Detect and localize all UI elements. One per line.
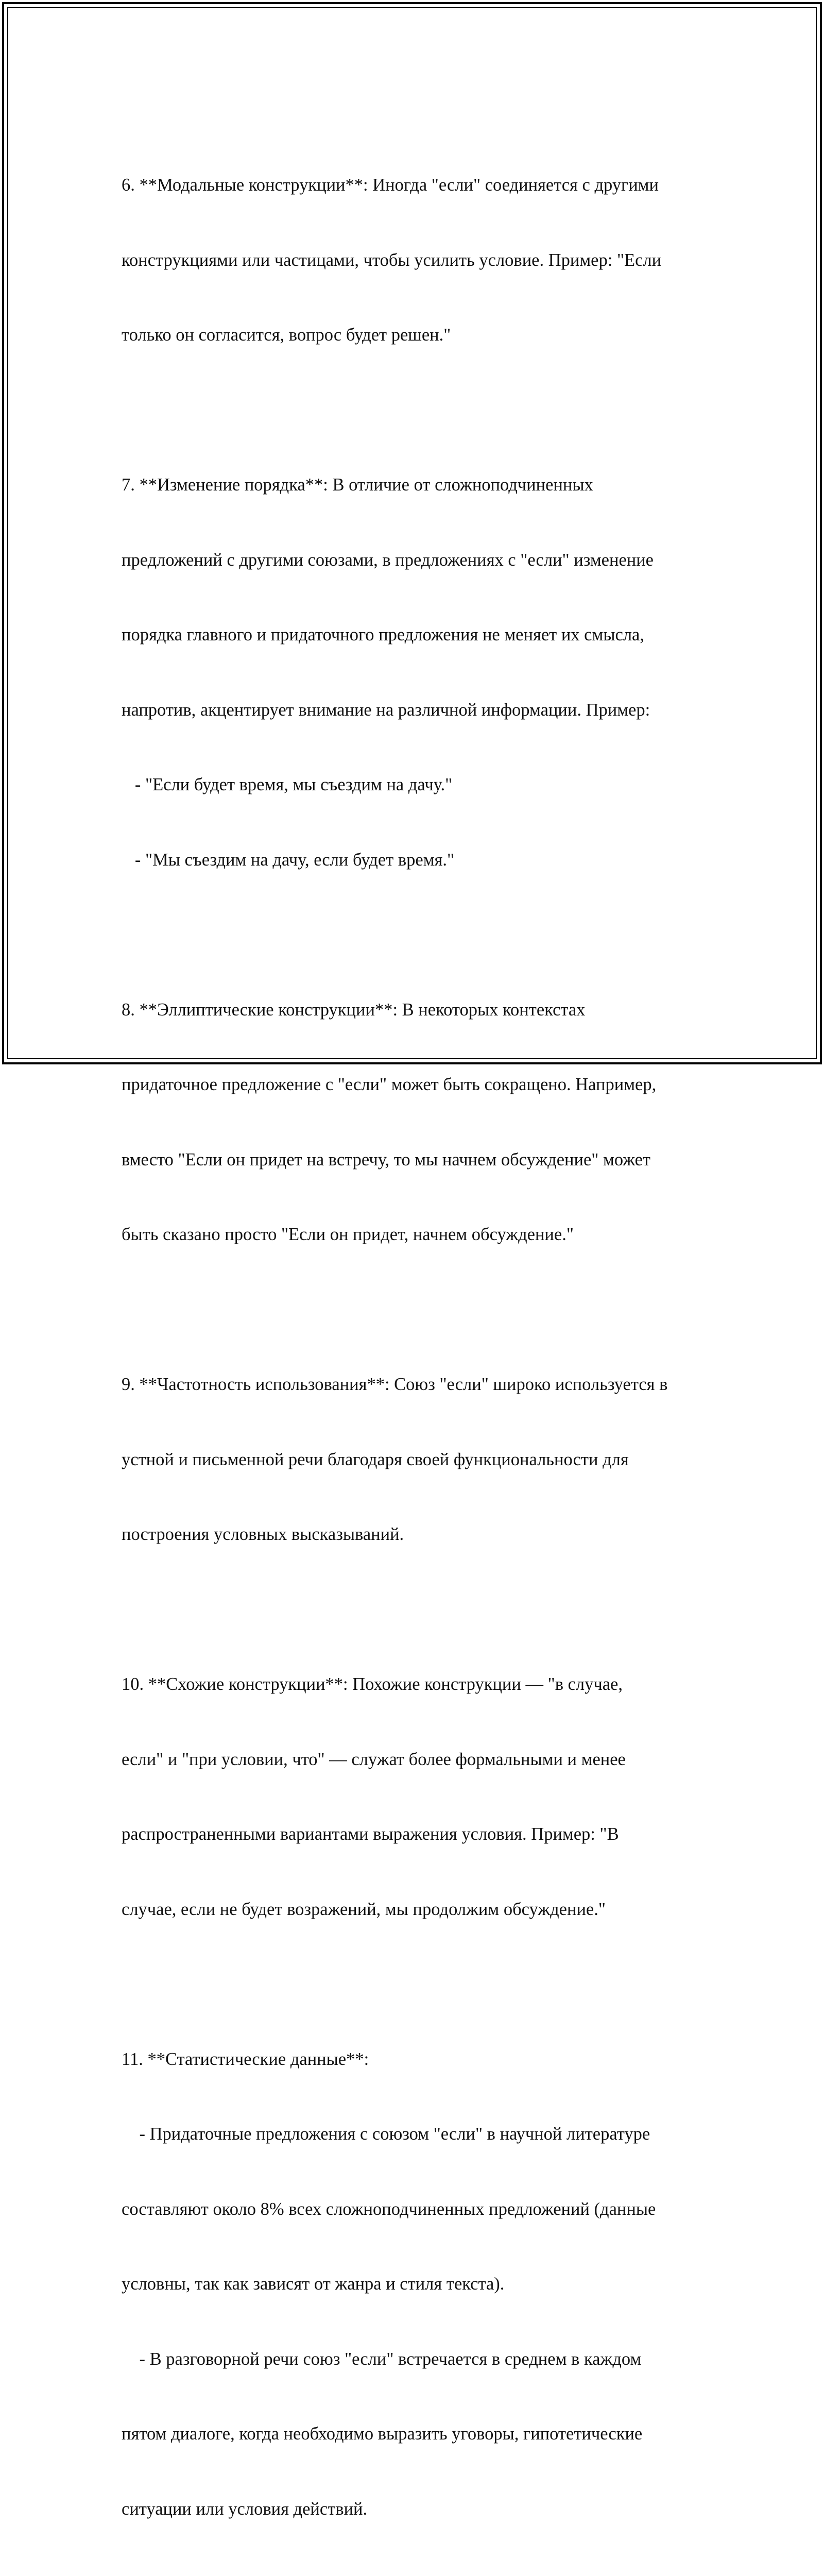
text-line: 7. **Изменение порядка**: В отличие от сложноподчиненных: [122, 475, 593, 495]
text-line: вместо "Если он придет на встречу, то мы начнем обсуждение" может: [122, 1149, 650, 1170]
document-body: [122, 123, 714, 2576]
text-line: ситуации или условия действий.: [122, 2499, 368, 2519]
paragraph-11-statistics: [122, 1997, 714, 2572]
text-line: устной и письменной речи благодаря своей функциональности для: [122, 1449, 629, 1469]
list-item: - Придаточные предложения с союзом "если" в научной литературе: [122, 2124, 650, 2144]
text-line: 10. **Схожие конструкции**: Похожие конструкции — "в случае,: [122, 1674, 623, 1694]
text-line: 6. **Модальные конструкции**: Иногда "если" соединяется с другими: [122, 175, 659, 195]
paragraph-7-order-change: [122, 422, 714, 922]
text-line: быть сказано просто "Если он придет, начнем обсуждение.": [122, 1225, 574, 1244]
text-line: случае, если не будет возражений, мы продолжим обсуждение.": [122, 1899, 606, 1919]
text-line: только он согласится, вопрос будет решен.": [122, 325, 451, 345]
text-line: 11. **Статистические данные**:: [122, 2049, 369, 2069]
list-item: - "Если будет время, мы съездим на дачу.": [122, 775, 453, 794]
text-line: 8. **Эллиптические конструкции**: В некоторых контекстах: [122, 999, 586, 1020]
list-item: - "Мы съездим на дачу, если будет время.": [122, 850, 455, 870]
text-line: порядка главного и придаточного предложения не меняет их смысла,: [122, 625, 644, 645]
text-line: распространенными вариантами выражения условия. Пример: "В: [122, 1824, 619, 1844]
text-line: предложений с другими союзами, в предложениях с "если" изменение: [122, 550, 654, 570]
list-item: - В разговорной речи союз "если" встречается в среднем в каждом: [122, 2349, 642, 2369]
text-line: придаточное предложение с "если" может быть сокращено. Например,: [122, 1075, 657, 1094]
text-line: условны, так как зависят от жанра и стиля текста).: [122, 2274, 505, 2294]
text-line: построения условных высказываний.: [122, 1524, 404, 1544]
text-line: 9. **Частотность использования**: Союз "если" широко используется в: [122, 1375, 668, 1394]
paragraph-8-elliptical-constructions: [122, 947, 714, 1297]
paragraph-6-modal-constructions: [122, 123, 714, 398]
text-line: напротив, акцентирует внимание на различной информации. Пример:: [122, 700, 650, 720]
paragraph-9-usage-frequency: [122, 1322, 714, 1597]
paragraph-10-similar-constructions: [122, 1622, 714, 1972]
text-line: конструкциями или частицами, чтобы усилить условие. Пример: "Если: [122, 250, 662, 270]
text-line: если" и "при условии, что" — служат более формальными и менее: [122, 1749, 626, 1769]
text-line: пятом диалоге, когда необходимо выразить уговоры, гипотетические: [122, 2424, 643, 2444]
text-line: составляют около 8% всех сложноподчиненных предложений (данные: [122, 2199, 656, 2219]
